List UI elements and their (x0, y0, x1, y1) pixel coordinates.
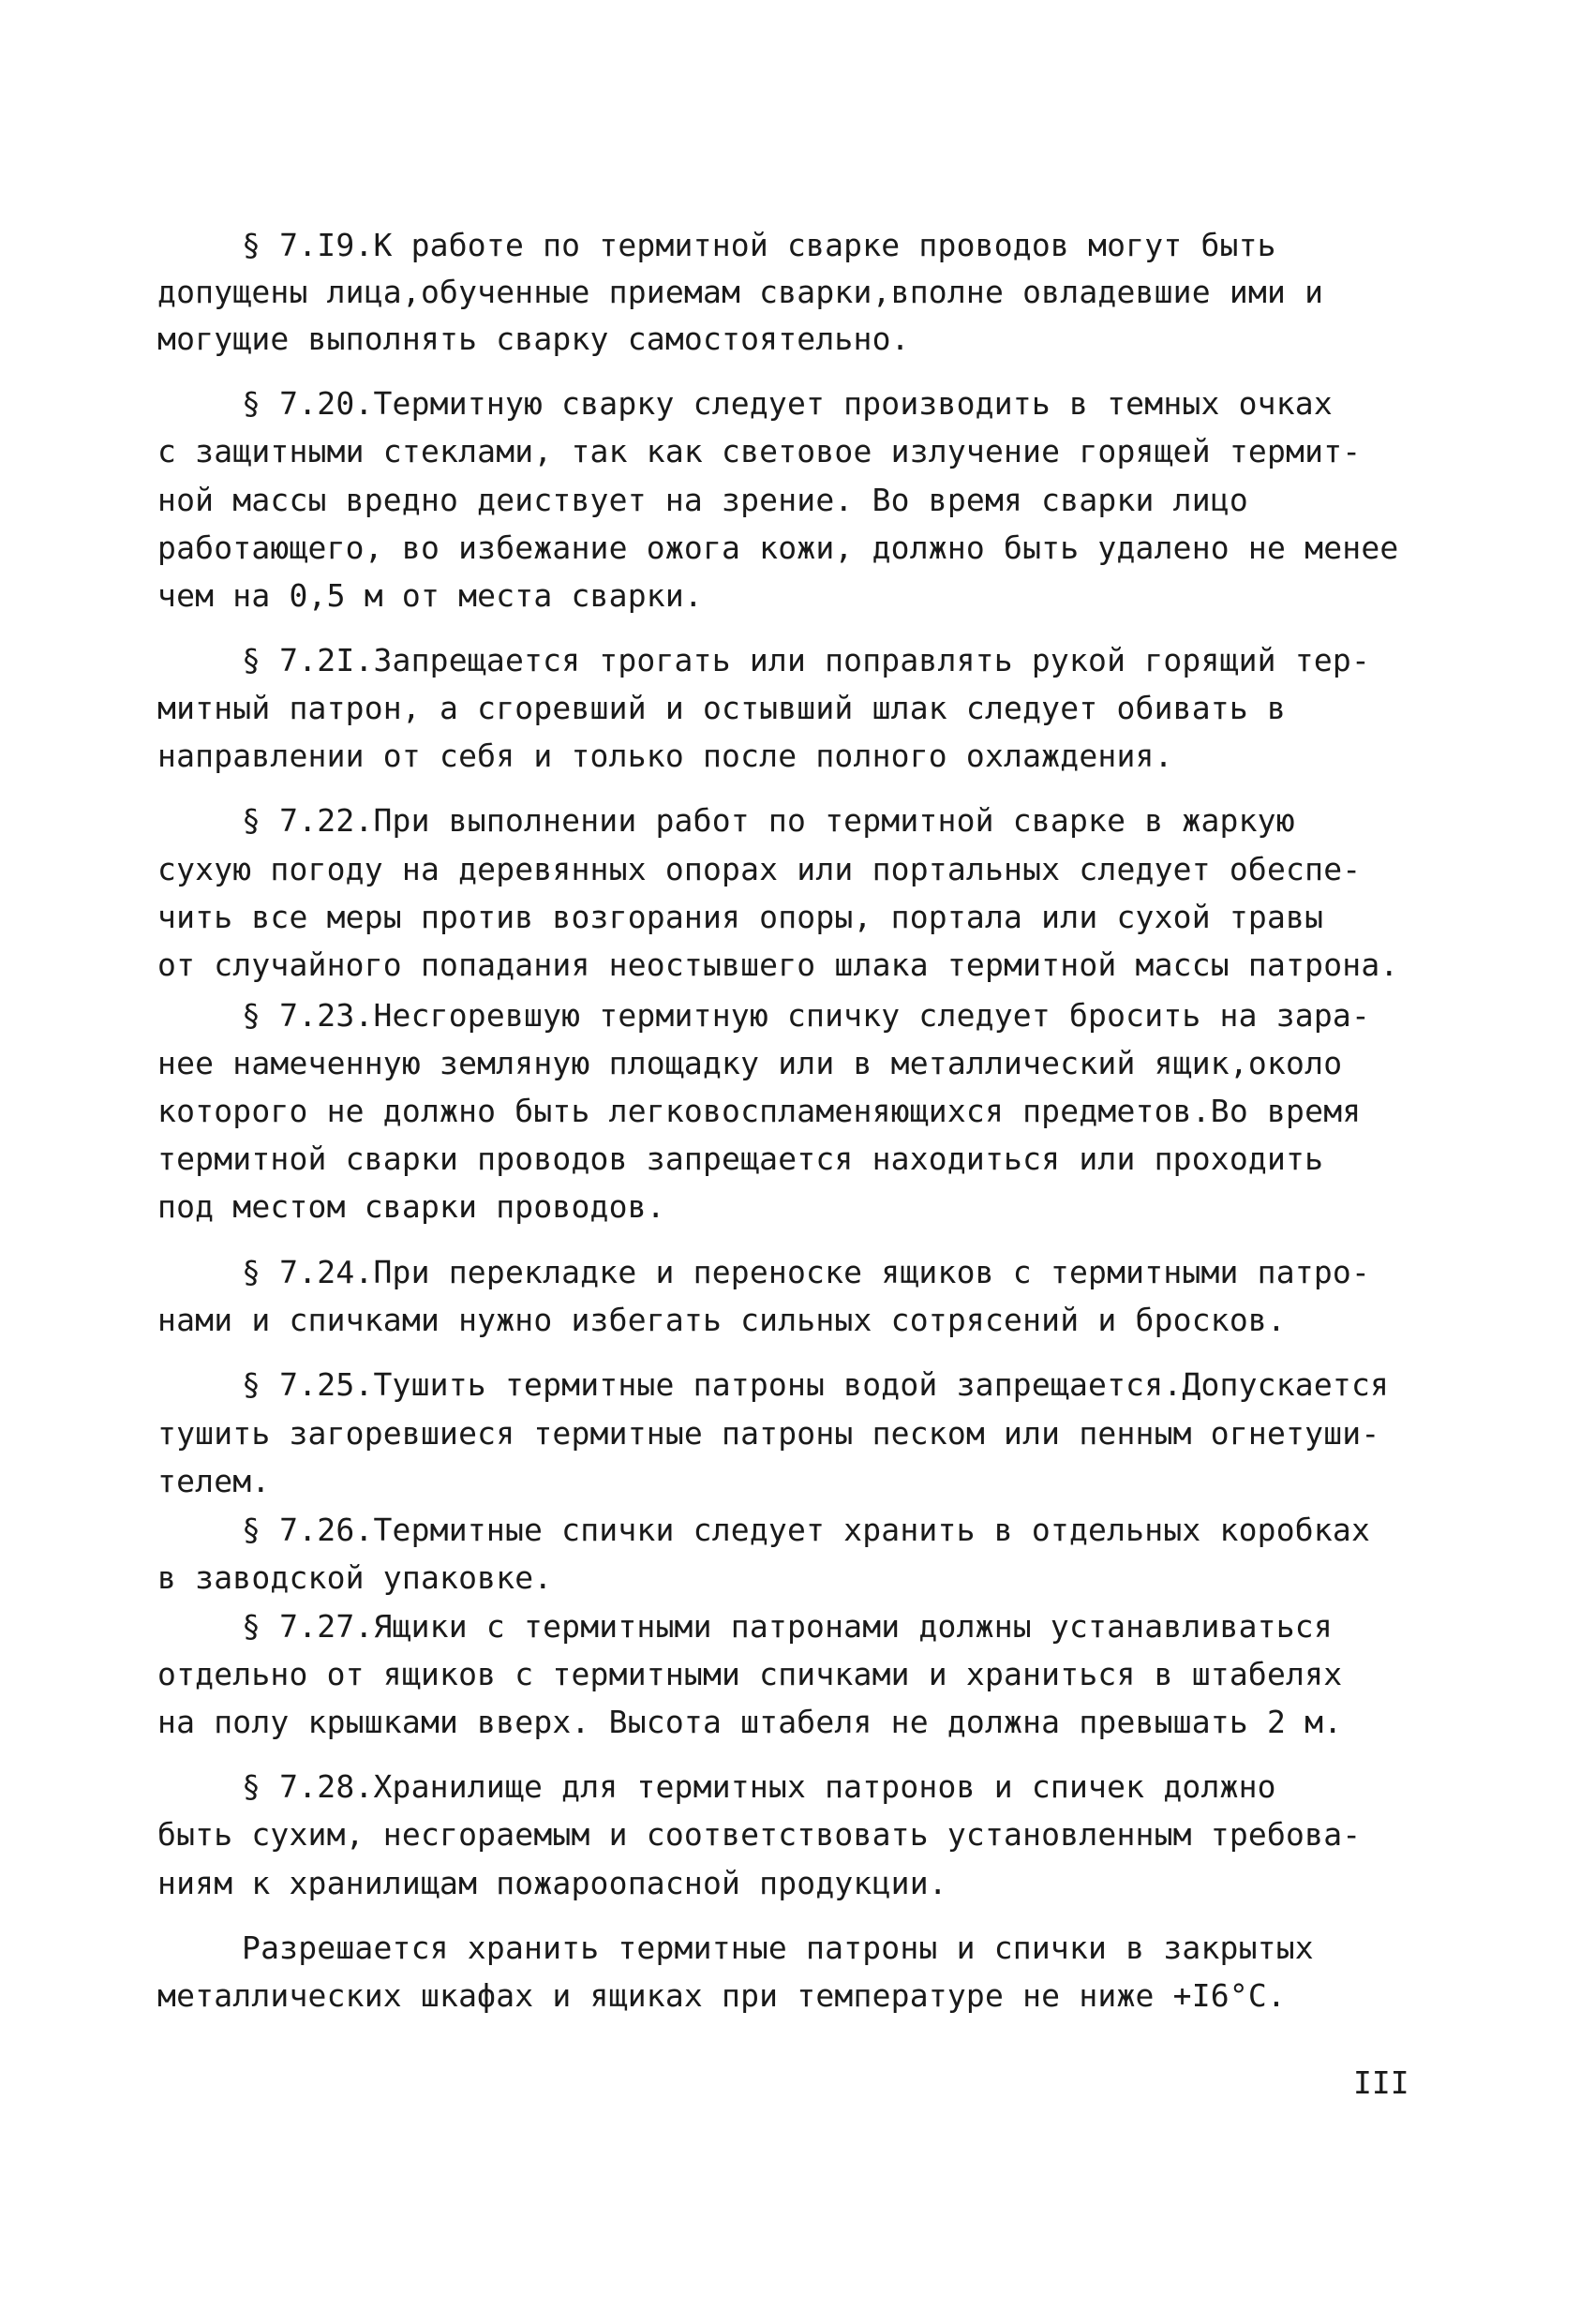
paragraph-7-27-line-1: § 7.27.Ящики с термитными патронами должны устанавливаться (242, 1608, 1333, 1645)
closing-paragraph-line-2: металлических шкафах и ящиках при температуре не ниже +I6°С. (157, 1977, 1287, 2014)
paragraph-7-19-line-1: § 7.I9.К работе по термитной сварке проводов могут быть (242, 227, 1276, 263)
paragraph-7-28-line-2: быть сухим, несгораемым и соответствовать установленным требова- (157, 1816, 1362, 1853)
paragraph-7-25-line-3: телем. (157, 1463, 271, 1499)
closing-paragraph-line-1: Разрешается хранить термитные патроны и спички в закрытых (242, 1929, 1314, 1966)
paragraph-7-23-line-4: термитной сварки проводов запрещается находиться или проходить (157, 1140, 1324, 1177)
paragraph-7-20-line-2: с защитными стеклами, так как световое излучение горящей термит- (157, 433, 1362, 469)
paragraph-7-25-line-1: § 7.25.Тушить термитные патроны водой запрещается.Допускается (242, 1366, 1390, 1403)
paragraph-7-28-line-1: § 7.28.Хранилище для термитных патронов и спичек должно (242, 1768, 1276, 1805)
paragraph-7-22-line-2: сухую погоду на деревянных опорах или портальных следует обеспе- (157, 851, 1362, 887)
paragraph-7-25-line-2: тушить загоревшиеся термитные патроны песком или пенным огнетуши- (157, 1415, 1380, 1452)
paragraph-7-27-line-2: отдельно от ящиков с термитными спичками и храниться в штабелях (157, 1656, 1343, 1692)
paragraph-7-21-line-1: § 7.2I.Запрещается трогать или поправлять рукой горящий тер- (242, 642, 1371, 678)
paragraph-7-24-line-1: § 7.24.При перекладке и переноске ящиков с термитными патро- (242, 1254, 1371, 1290)
paragraph-7-26-line-2: в заводской упаковке. (157, 1559, 553, 1596)
paragraph-7-24-line-2: нами и спичками нужно избегать сильных сотрясений и бросков. (157, 1302, 1287, 1338)
paragraph-7-22-line-1: § 7.22.При выполнении работ по термитной сварке в жаркую (242, 802, 1295, 839)
paragraph-7-23-line-3: которого не должно быть легковоспламеняющихся предметов.Во время (157, 1093, 1362, 1129)
paragraph-7-19-line-3: могущие выполнять сварку самостоятельно. (157, 320, 910, 357)
paragraph-7-20-line-4: работающего, во избежание ожога кожи, должно быть удалено не менее (157, 529, 1399, 566)
paragraph-7-26-line-1: § 7.26.Термитные спички следует хранить в отдельных коробках (242, 1512, 1371, 1548)
paragraph-7-23-line-2: нее намеченную земляную площадку или в металлический ящик,около (157, 1045, 1343, 1081)
page-number: III (1353, 2064, 1409, 2101)
paragraph-7-19-line-2: допущены лица,обученные приемам сварки,вполне овладевшие ими и (157, 274, 1324, 310)
paragraph-7-23-line-1: § 7.23.Несгоревшую термитную спичку следует бросить на зара- (242, 997, 1371, 1034)
paragraph-7-23-line-5: под местом сварки проводов. (157, 1188, 665, 1225)
paragraph-7-20-line-5: чем на 0,5 м от места сварки. (157, 577, 703, 614)
paragraph-7-21-line-3: направлении от себя и только после полного охлаждения. (157, 737, 1173, 774)
paragraph-7-21-line-2: митный патрон, а сгоревший и остывший шлак следует обивать в (157, 690, 1287, 726)
paragraph-7-22-line-3: чить все меры против возгорания опоры, портала или сухой травы (157, 899, 1324, 935)
paragraph-7-28-line-3: ниям к хранилищам пожароопасной продукции. (157, 1865, 947, 1901)
paragraph-7-22-line-4: от случайного попадания неостывшего шлака термитной массы патрона. (157, 946, 1399, 983)
paragraph-7-20-line-3: ной массы вредно деиствует на зрение. Во время сварки лицо (157, 482, 1248, 518)
paragraph-7-20-line-1: § 7.20.Термитную сварку следует производить в темных очках (242, 385, 1333, 422)
paragraph-7-27-line-3: на полу крышками вверх. Высота штабеля не должна превышать 2 м. (157, 1704, 1343, 1740)
